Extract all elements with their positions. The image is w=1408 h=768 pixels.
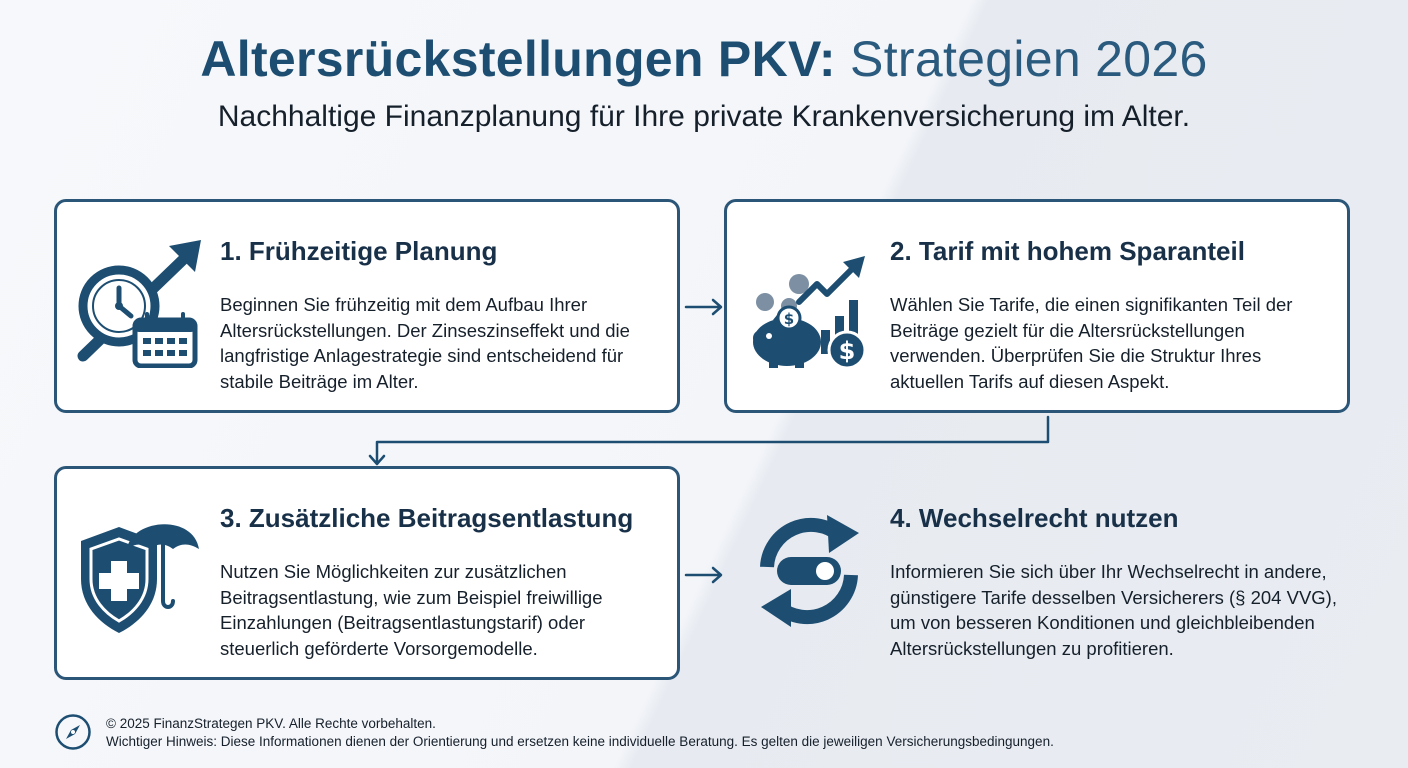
step-text-4: Informieren Sie sich über Ihr Wechselrecht in andere, günstigere Tarife desselben Versicherers (§ 204 VVG), um von besseren Konditionen und gleichbleibenden Altersrückstellungen zu profitieren.	[890, 561, 1337, 659]
step-title-1: 1. Frühzeitige Planung	[220, 236, 498, 266]
arrow-3-to-4	[686, 568, 721, 582]
step-card-3	[54, 466, 680, 680]
step-title-2: 2. Tarif mit hohem Sparanteil	[890, 236, 1245, 266]
step-title-4: 4. Wechselrecht nutzen	[890, 503, 1179, 533]
step-text-1: Beginnen Sie frühzeitig mit dem Aufbau Ihrer Altersrückstellungen. Der Zinseszinseffekt und die langfristige Anlagestrategie sind entscheidend für stabile Beiträge im Alter.	[220, 294, 630, 392]
clock-calendar-growth-icon	[73, 238, 203, 368]
footer	[106, 715, 1054, 751]
step-card-1	[54, 199, 680, 413]
footer-disclaimer: Wichtiger Hinweis: Diese Informationen dienen der Orientierung und ersetzen keine individuelle Beratung. Es gelten die jeweiligen Versicherungsbedingungen.	[106, 734, 1054, 749]
svg-text:$: $	[838, 337, 856, 365]
piggy-bank-savings-icon	[743, 238, 873, 368]
arrow-2-to-3	[370, 417, 1048, 464]
page-subtitle: Nachhaltige Finanzplanung für Ihre private Krankenversicherung im Alter.	[217, 100, 1191, 133]
title-light: Strategien 2026	[850, 31, 1208, 87]
footer-copyright: © 2025 FinanzStrategen PKV. Alle Rechte vorbehalten.	[106, 716, 436, 731]
step-text-3: Nutzen Sie Möglichkeiten zur zusätzlichen Beitragsentlastung, wie zum Beispiel freiwillige Einzahlungen (Beitragsentlastungstarif) oder steuerlich geförderte Vorsorgemodelle.	[220, 561, 603, 659]
switch-cycle-icon	[743, 505, 873, 635]
arrow-1-to-2	[686, 300, 721, 314]
step-title-3: 3. Zusätzliche Beitragsentlastung	[220, 503, 634, 533]
step-card-2	[724, 199, 1350, 413]
step-card-4	[724, 466, 1350, 680]
svg-text:$: $	[783, 310, 795, 328]
title-bold: Altersrückstellungen PKV:	[200, 31, 836, 87]
shield-umbrella-icon	[73, 505, 203, 635]
step-text-2: Wählen Sie Tarife, die einen signifikanten Teil der Beiträge gezielt für die Altersrückstellungen verwenden. Überprüfen Sie die Struktur Ihres aktuellen Tarifs auf diesen Aspekt.	[890, 294, 1293, 392]
compass-icon	[54, 713, 92, 751]
